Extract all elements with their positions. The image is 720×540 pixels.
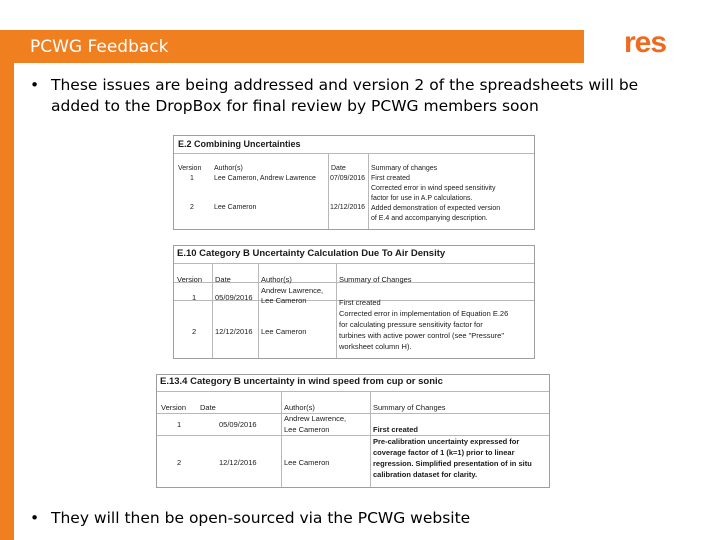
cell-summary: worksheet column H).: [339, 342, 412, 351]
cell-version: 1: [177, 420, 182, 429]
bullet-text: These issues are being addressed and version 2 of the spreadsheets will be added to the DropBox for final review by PCWG members soon: [51, 76, 639, 115]
cell-author: Lee Cameron: [284, 458, 330, 467]
cell-date: 12/12/2016: [219, 458, 257, 467]
cell-version: 2: [192, 327, 197, 336]
cell-summary: Corrected error in implementation of Equation E.26: [339, 309, 509, 318]
cell-summary: calibration dataset for clarity.: [373, 470, 478, 479]
column-header: Summary of changes: [371, 165, 438, 172]
cell-summary: Corrected error in wind speed sensitivity: [371, 185, 496, 192]
cell-author: Andrew Lawrence,: [261, 286, 324, 295]
cell-summary: for calculating pressure sensitivity factor for: [339, 320, 483, 329]
cell-summary: turbines with active power control (see "Pressure": [339, 331, 504, 340]
divider: [368, 153, 369, 229]
divider: [281, 391, 282, 487]
cell-summary: of E.4 and accompanying description.: [371, 215, 488, 222]
cell-author: Andrew Lawrence,: [284, 414, 347, 423]
logo-text: res: [624, 28, 667, 58]
divider: [258, 263, 259, 358]
cell-summary: regression. Simplified presentation of in situ: [373, 459, 532, 468]
bullet-dot: •: [30, 509, 40, 527]
accent-stripe: [0, 63, 14, 540]
cell-date: 05/09/2016: [219, 420, 257, 429]
divider: [212, 263, 213, 358]
cell-author: Lee Cameron: [261, 327, 307, 336]
cell-date: 12/12/2016: [215, 327, 253, 336]
divider: [336, 263, 337, 358]
column-header: Summary of Changes: [373, 403, 446, 412]
table-e10: [173, 245, 535, 359]
divider: [157, 391, 549, 392]
cell-summary: coverage factor of 1 (k=1) prior to linear: [373, 448, 515, 457]
cell-date: 05/09/2016: [215, 293, 253, 302]
bullet-item: [30, 75, 650, 117]
table-e2: [173, 135, 535, 230]
cell-date: 07/09/2016: [330, 175, 366, 182]
cell-summary: Pre-calibration uncertainty expressed for: [373, 437, 520, 446]
cell-version: 1: [190, 175, 194, 182]
column-header: Author(s): [284, 403, 315, 412]
table-title: E.13.4 Category B uncertainty in wind speed from cup or sonic: [160, 376, 443, 387]
column-header: Author(s): [261, 275, 292, 284]
res-logo: [624, 28, 680, 58]
cell-author: Lee Cameron: [284, 425, 330, 434]
divider: [174, 153, 534, 154]
divider: [370, 391, 371, 487]
cell-author: Lee Cameron: [261, 296, 307, 305]
table-e13-4: [156, 374, 550, 488]
cell-summary: First created: [371, 175, 410, 182]
column-header: Date: [200, 403, 216, 412]
cell-summary: First created: [373, 425, 419, 434]
cell-summary: factor for use in A.P calculations.: [371, 195, 473, 202]
table-title: E.2 Combining Uncertainties: [178, 139, 301, 149]
bullet-text: They will then be open-sourced via the PCWG website: [51, 509, 471, 527]
column-header: Date: [215, 275, 231, 284]
bullet-dot: •: [30, 76, 40, 94]
cell-date: 12/12/2016: [330, 204, 366, 211]
cell-version: 2: [177, 458, 182, 467]
bullet-item: [30, 508, 650, 529]
cell-summary: First created: [339, 298, 381, 307]
column-header: Version: [177, 275, 203, 284]
divider: [328, 153, 329, 229]
cell-author: Lee Cameron: [214, 204, 257, 211]
column-header: Date: [331, 165, 346, 172]
column-header: Summary of Changes: [339, 275, 412, 284]
cell-version: 1: [192, 293, 197, 302]
cell-summary: Added demonstration of expected version: [371, 205, 501, 212]
slide-title: PCWG Feedback: [30, 37, 169, 57]
cell-version: 2: [190, 204, 194, 211]
table-title: E.10 Category B Uncertainty Calculation Due To Air Density: [177, 248, 446, 259]
column-header: Version: [178, 165, 202, 172]
cell-author: Lee Cameron, Andrew Lawrence: [214, 175, 316, 182]
column-header: Author(s): [214, 165, 243, 172]
column-header: Version: [161, 403, 187, 412]
divider: [174, 263, 534, 264]
